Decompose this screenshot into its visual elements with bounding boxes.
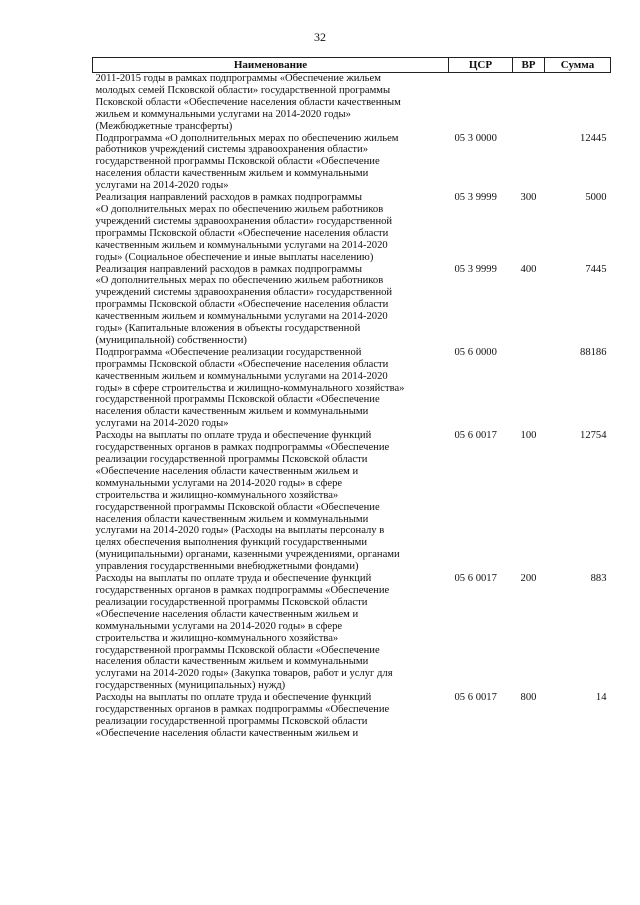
- row-vr: [513, 347, 545, 430]
- row-name: [93, 133, 449, 193]
- header-sum: Сумма: [545, 58, 611, 73]
- header-vr: ВР: [513, 58, 545, 73]
- row-vr: 800: [520, 692, 537, 704]
- row-vr: 300: [520, 192, 537, 204]
- row-name-line: работников учреждений системы здравоохранения области»: [95, 144, 369, 156]
- row-name-line: государственных органов в рамках подпрограммы «Обеспечение: [95, 584, 390, 596]
- row-csr: 05 6 0017: [454, 692, 497, 704]
- row-sum: 5000: [585, 192, 607, 204]
- row-name-line: годы» (Капитальные вложения в объекты государственной: [95, 323, 361, 335]
- row-csr: 05 3 9999: [454, 263, 497, 275]
- row-name-line: «О дополнительных мерах по обеспечению жильем работников: [95, 203, 384, 215]
- row-name-line: Расходы на выплаты по оплате труда и обеспечение функций: [95, 692, 372, 704]
- row-vr: 100: [520, 430, 537, 442]
- row-name-line: программы Псковской области «Обеспечение населения области: [95, 299, 389, 311]
- row-name-line: «О дополнительных мерах по обеспечению жильем работников: [95, 275, 384, 287]
- row-name-line: реализации государственной программы Псковской области: [95, 596, 368, 608]
- row-sum: [545, 73, 611, 133]
- row-name-line: качественным жильем и коммунальными услугами на 2014-2020: [95, 239, 388, 251]
- table-row: [93, 430, 611, 573]
- row-name-line: Реализация направлений расходов в рамках подпрограммы: [95, 192, 362, 204]
- row-sum: 7445: [585, 263, 607, 275]
- row-name-line: населения области качественным жильем и коммунальными: [95, 168, 369, 180]
- row-name: [93, 347, 449, 430]
- row-name-line: (Межбюджетные трансферты): [95, 120, 233, 132]
- row-name-line: (муниципальной) собственности): [95, 334, 247, 346]
- row-sum: 88186: [580, 346, 607, 358]
- row-name-line: «Обеспечение населения области качественным жильем и: [95, 465, 359, 477]
- row-name-line: Реализация направлений расходов в рамках подпрограммы: [95, 263, 362, 275]
- row-name-line: населения области качественным жильем и коммунальными: [95, 513, 369, 525]
- row-name-line: государственной программы Псковской области «Обеспечение: [95, 394, 380, 406]
- table-row: [93, 347, 611, 430]
- row-name-line: Псковской области «Обеспечение населения области качественным: [95, 96, 401, 108]
- table-row: [93, 573, 611, 692]
- header-name: Наименование: [93, 58, 449, 73]
- row-name-line: годы» в сфере строительства и жилищно-коммунального хозяйства»: [95, 382, 405, 394]
- row-name-line: годы» (Социальное обеспечение и иные выплаты населению): [95, 251, 374, 263]
- row-name-line: коммунальными услугами на 2014-2020 годы» в сфере: [95, 477, 343, 489]
- row-name: [93, 192, 449, 263]
- row-vr: 400: [520, 263, 537, 275]
- table-row: [93, 133, 611, 193]
- row-name-line: «Обеспечение населения области качественным жильем и: [95, 608, 359, 620]
- row-name-line: Расходы на выплаты по оплате труда и обеспечение функций: [95, 573, 372, 585]
- row-name-line: коммунальными услугами на 2014-2020 годы» в сфере: [95, 620, 343, 632]
- row-name-line: Расходы на выплаты по оплате труда и обеспечение функций: [95, 430, 372, 442]
- row-name-line: жильем и коммунальными услугами на 2014-2020 годы»: [95, 108, 351, 120]
- row-name-line: качественным жильем и коммунальными услугами на 2014-2020: [95, 311, 388, 323]
- row-name-line: 2011-2015 годы в рамках подпрограммы «Обеспечение жильем: [95, 73, 381, 84]
- row-vr: 200: [520, 573, 537, 585]
- row-name-line: государственной программы Псковской области «Обеспечение: [95, 644, 380, 656]
- table-row: [93, 264, 611, 347]
- row-csr: [449, 73, 513, 133]
- header-csr: ЦСР: [449, 58, 513, 73]
- row-name: [93, 430, 449, 573]
- table-header-row: [93, 58, 611, 73]
- row-csr: 05 6 0000: [454, 346, 497, 358]
- row-name-line: реализации государственной программы Псковской области: [95, 454, 368, 465]
- row-sum: 12754: [580, 430, 607, 442]
- row-name-line: реализации государственной программы Псковской области: [95, 715, 368, 727]
- row-csr: 05 6 0017: [454, 430, 497, 442]
- row-name-line: управления государственными внебюджетными фондами): [95, 561, 359, 573]
- row-name-line: услугами на 2014-2020 годы» (Закупка товаров, работ и услуг для: [95, 668, 393, 680]
- row-vr: [513, 73, 545, 133]
- row-name-line: Подпрограмма «О дополнительных мерах по обеспечению жильем: [95, 132, 399, 144]
- row-name-line: государственной программы Псковской области «Обеспечение: [95, 156, 380, 168]
- table-row: [93, 73, 611, 133]
- row-name: [93, 264, 449, 347]
- row-csr: 05 3 0000: [454, 132, 497, 144]
- row-name-line: учреждений системы здравоохранения области» государственной: [95, 215, 393, 227]
- table-row: [93, 192, 611, 263]
- row-name-line: государственных (муниципальных) нужд): [95, 680, 286, 692]
- row-name-line: целях обеспечения выполнения функций государственными: [95, 537, 368, 549]
- row-name: [93, 692, 449, 740]
- table-row: [93, 692, 611, 740]
- row-name-line: (муниципальными) органами, казенными учреждениями, органами: [95, 549, 400, 561]
- row-name-line: качественным жильем и коммунальными услугами на 2014-2020: [95, 370, 388, 382]
- row-name-line: строительства и жилищно-коммунального хозяйства»: [95, 632, 339, 644]
- row-name: [93, 73, 449, 133]
- row-name-line: населения области качественным жильем и коммунальными: [95, 656, 369, 668]
- row-name-line: государственных органов в рамках подпрограммы «Обеспечение: [95, 442, 390, 454]
- row-sum: 14: [595, 692, 607, 704]
- row-csr: 05 6 0017: [454, 573, 497, 585]
- row-name-line: государственных органов в рамках подпрограммы «Обеспечение: [95, 704, 390, 716]
- row-name-line: программы Псковской области «Обеспечение населения области: [95, 227, 389, 239]
- row-name-line: молодых семей Псковской области» государственной программы: [95, 84, 391, 96]
- row-name-line: строительства и жилищно-коммунального хозяйства»: [95, 489, 339, 501]
- row-name-line: учреждений системы здравоохранения области» государственной: [95, 287, 393, 299]
- row-name-line: услугами на 2014-2020 годы»: [95, 418, 229, 430]
- row-name: [93, 573, 449, 692]
- row-name-line: «Обеспечение населения области качественным жильем и: [95, 727, 359, 739]
- row-sum: 883: [590, 573, 607, 585]
- row-csr: 05 3 9999: [454, 192, 497, 204]
- row-vr: [513, 133, 545, 193]
- row-sum: 12445: [580, 132, 607, 144]
- row-name-line: Подпрограмма «Обеспечение реализации государственной: [95, 346, 362, 358]
- row-name-line: государственной программы Псковской области «Обеспечение: [95, 501, 380, 513]
- row-name-line: населения области качественным жильем и коммунальными: [95, 406, 369, 418]
- row-name-line: услугами на 2014-2020 годы» (Расходы на выплаты персоналу в: [95, 525, 385, 537]
- row-name-line: программы Псковской области «Обеспечение населения области: [95, 358, 389, 370]
- budget-table: [92, 57, 611, 740]
- page-number: 32: [314, 30, 326, 44]
- row-name-line: услугами на 2014-2020 годы»: [95, 180, 229, 192]
